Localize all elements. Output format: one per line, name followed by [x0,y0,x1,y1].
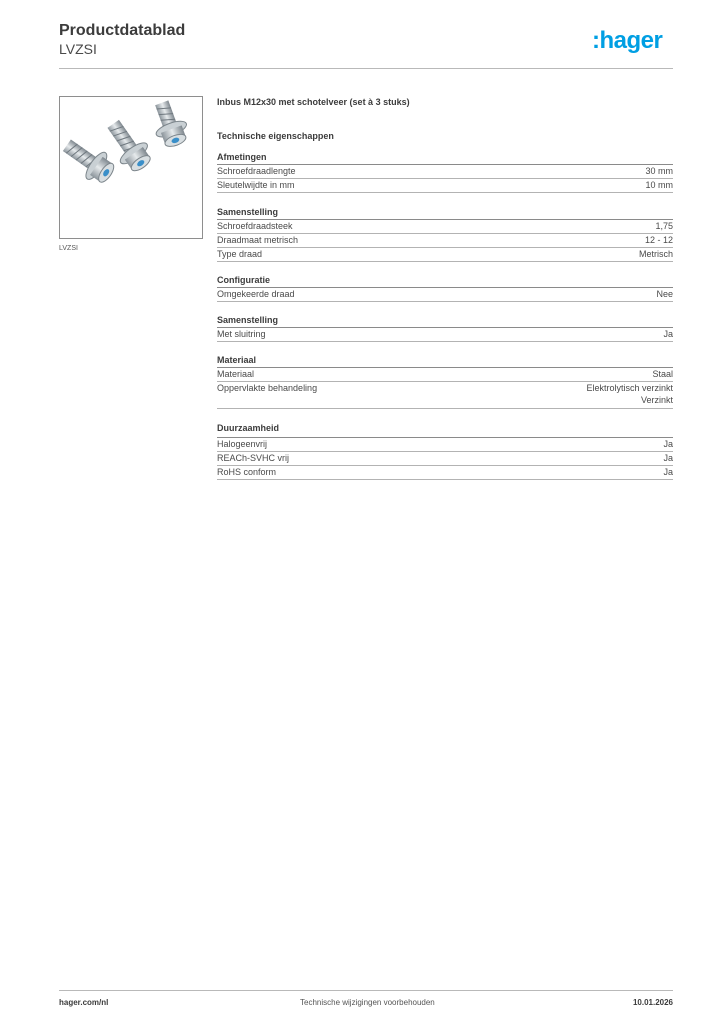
bolt-right [147,97,192,150]
row-label: Met sluitring [217,329,266,339]
row-label: REACh-SVHC vrij [217,453,290,463]
footer-notice: Technische wijzigingen voorbehouden [300,998,435,1007]
row-value: 30 mm [645,166,673,176]
table-row [217,368,673,382]
group-title: Duurzaamheid [217,421,673,438]
group-duurzaamheid [217,421,673,480]
table-row [217,382,673,409]
row-value: Ja [663,329,673,339]
table-row [217,220,673,234]
table-row [217,165,673,179]
row-label: Schroefdraadlengte [217,166,296,176]
document-title: Productdatablad [59,22,186,39]
row-value-line: Verzinkt [640,395,673,405]
group-title: Samenstelling [217,205,673,220]
footer-divider [59,990,673,991]
group-samenstelling [217,205,673,262]
group-afmetingen [217,150,673,193]
group-configuratie [217,273,673,302]
row-label: Draadmaat metrisch [217,235,299,245]
row-label: Sleutelwijdte in mm [217,180,295,190]
product-title: Inbus M12x30 met schotelveer (set à 3 stuks) [217,97,410,107]
table-row [217,288,673,302]
row-label: Oppervlakte behandeling [217,383,318,393]
header-divider [59,68,673,69]
product-code: LVZSI [59,41,97,57]
table-row [217,179,673,193]
row-value: 10 mm [645,180,673,190]
footer-date: 10.01.2026 [632,998,673,1007]
table-row [217,466,673,480]
group-title: Samenstelling [217,313,673,328]
table-row [217,438,673,452]
row-label: Materiaal [217,369,255,379]
row-label: RoHS conform [217,467,277,477]
image-caption: LVZSI [59,245,78,252]
row-value: 12 - 12 [644,235,673,245]
table-row [217,234,673,248]
tech-properties-title: Technische eigenschappen [217,131,334,141]
row-value: Ja [663,453,673,463]
row-label: Type draad [217,249,263,259]
row-value: Staal [652,369,673,379]
row-value-line: Elektrolytisch verzinkt [586,383,673,393]
row-value: Nee [656,289,673,299]
row-value: Metrisch [638,249,673,259]
spec-section [217,96,673,480]
product-image [59,96,203,239]
group-title: Configuratie [217,273,673,288]
row-label: Schroefdraadsteek [217,221,293,231]
table-row [217,452,673,466]
bolt-set-image [60,97,202,238]
footer-website[interactable]: hager.com/nl [59,998,109,1007]
table-row [217,248,673,262]
group-title: Materiaal [217,353,673,368]
row-value: Ja [663,439,673,449]
row-value: 1,75 [655,221,673,231]
hager-logo: :hager [592,27,663,54]
table-row [217,328,673,342]
bolt-left [60,132,119,189]
row-label: Halogeenvrij [217,439,268,449]
row-value: Ja [663,467,673,477]
group-materiaal [217,353,673,409]
row-value [586,382,673,406]
row-label: Omgekeerde draad [217,289,295,299]
group-samenstelling-2 [217,313,673,342]
group-title: Afmetingen [217,150,673,165]
